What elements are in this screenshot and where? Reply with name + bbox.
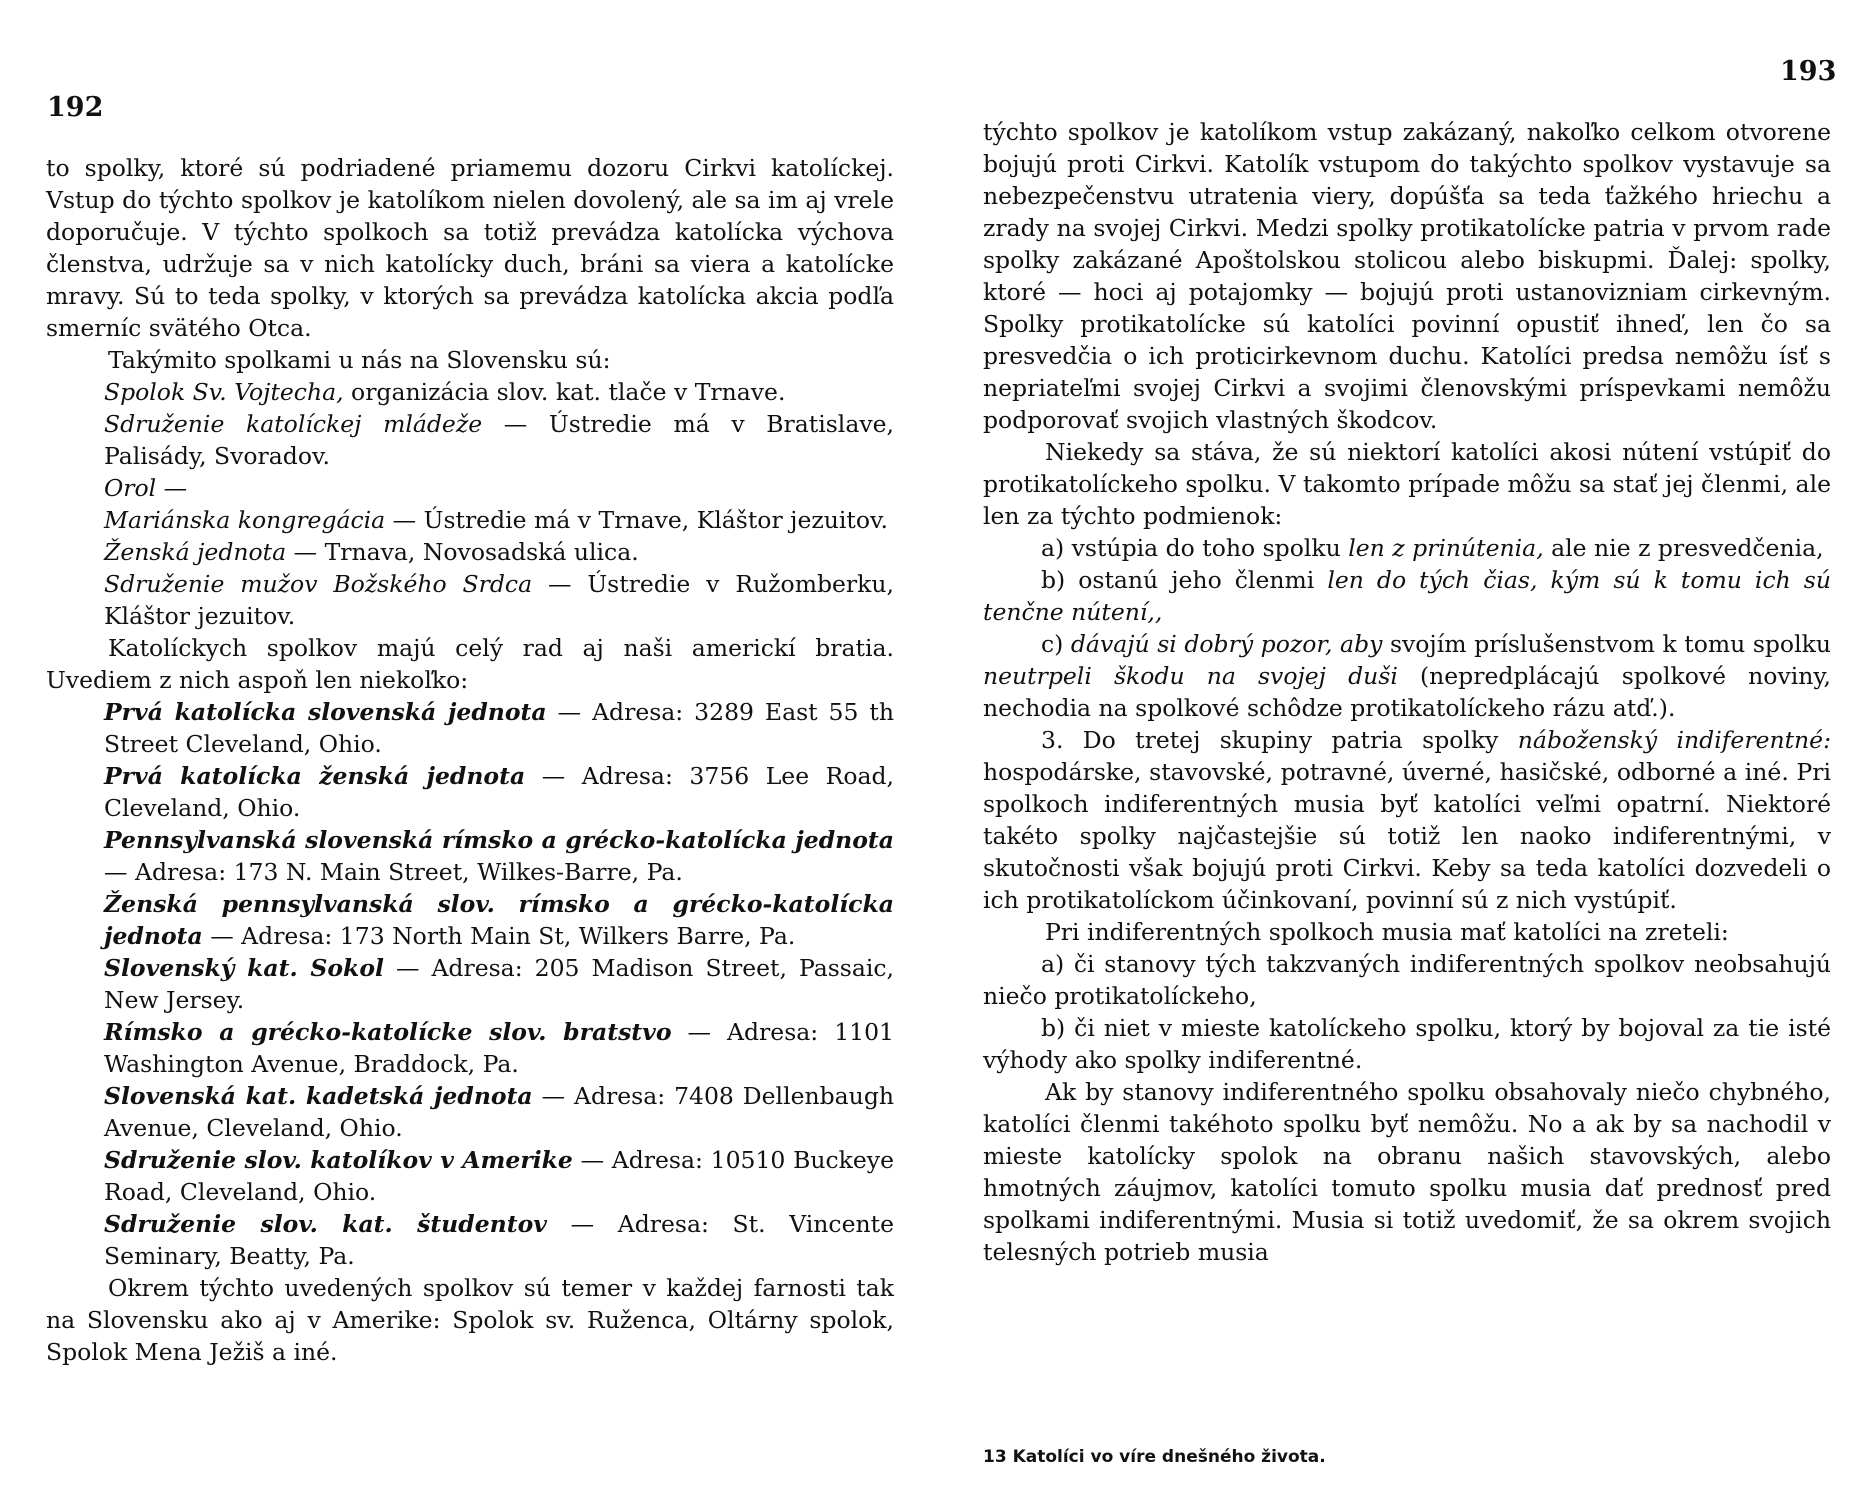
condition-b: b) ostanú jeho členmi len do tých čias, kým sú k tomu ich sú tenčne nútení,, (983, 566, 1831, 626)
org-entry: Slovenský kat. Sokol — Adresa: 205 Madison Street, Passaic, New Jersey. (104, 954, 895, 1014)
right-paragraph-3: 3. Do tretej skupiny patria spolky náboženský indiferentné: hospodárske, stavovské, potravné, úverné, hasičské, odborné a iné. Pri spolkoch indiferentných musia byť katolíci veľmi opatrní. Niektoré takéto spolky najčastejšie sú totiž len naoko indiferentnými, v skutočnosti však bojujú proti Cirkvi. Keby sa teda katolíci dozvedeli o ich protikatolíckom účinkovaní, povinní sú z nich vystúpiť. (983, 726, 1831, 914)
left-paragraph-1: to spolky, ktoré sú podriadené priamemu dozoru Cirkvi katolíckej. Vstup do týchto spolkov je katolíkom nielen dovolený, ale sa im aj vrele doporučuje. V týchto spolkoch sa totiž prevádza katolícka výchova členstva, udržuje sa v nich katolícky duch, bráni sa viera a katolícke mravy. Sú to teda spolky, v ktorých sa prevádza katolícka akcia podľa smerníc svätého Otca. (46, 154, 894, 342)
org-entry: Ženská pennsylvanská slov. rímsko a grécko-katolícka jednota — Adresa: 173 North Main St, Wilkers Barre, Pa. (104, 890, 894, 950)
org-entry: Slovenská kat. kadetská jednota — Adresa: 7408 Dellenbaugh Avenue, Cleveland, Ohio. (104, 1082, 894, 1142)
org-entry: Sdruženie slov. katolíkov v Amerike — Adresa: 10510 Buckeye Road, Cleveland, Ohio. (104, 1146, 894, 1206)
org-entry: Prvá katolícka slovenská jednota — Adresa: 3289 East 55 th Street Cleveland, Ohio. (104, 698, 895, 758)
right-column (983, 116, 1831, 1268)
indifferent-point-b: b) či niet v mieste katolíckeho spolku, ktorý by bojoval za tie isté výhody ako spolky indiferentné. (983, 1014, 1831, 1074)
page-number-left: 192 (47, 92, 104, 123)
org-entry: Mariánska kongregácia — Ústredie má v Trnave, Kláštor jezuitov. (104, 506, 888, 534)
org-entry: Orol — (104, 474, 188, 502)
right-page (931, 0, 1862, 1500)
org-entry: Sdruženie slov. kat. študentov — Adresa: St. Vincente Seminary, Beatty, Pa. (104, 1210, 894, 1270)
page-number-right: 193 (1780, 56, 1837, 87)
right-paragraph-5: Ak by stanovy indiferentného spolku obsahovaly niečo chybného, katolíci členmi takéhoto spolku byť nemôžu. No a ak by sa nachodil v mieste katolícky spolok na obranu našich stavovských, alebo hmotných záujmov, katolíci tomuto spolku musia dať prednosť pred spolkami indiferentnými. Musia si totiž uvedomiť, že sa okrem svojich telesných potrieb musia (983, 1078, 1831, 1266)
org-entry: Sdruženie katolíckej mládeže — Ústredie má v Bratislave, Palisády, Svoradov. (104, 410, 894, 470)
org-entry: Spolok Sv. Vojtecha, organizácia slov. kat. tlače v Trnave. (104, 378, 786, 406)
indifferent-point-a: a) či stanovy tých takzvaných indiferentných spolkov neobsahujú niečo protikatolíckeho, (983, 950, 1831, 1010)
org-entry: Sdruženie mužov Božského Srdca — Ústredie v Ružomberku, Kláštor jezuitov. (104, 570, 895, 630)
condition-c: c) dávajú si dobrý pozor, aby svojím príslušenstvom k tomu spolku neutrpeli škodu na svojej duši (nepredplácajú spolkové noviny, nechodia na spolkové schôdze protikatolíckeho rázu atď.). (983, 630, 1831, 722)
right-paragraph-1: týchto spolkov je katolíkom vstup zakázaný, nakoľko celkom otvorene bojujú proti Cirkvi. Katolík vstupom do takýchto spolkov vystavuje sa nebezpečenstvu utratenia viery, dopúšťa sa teda ťažkého hriechu a zrady na svojej Cirkvi. Medzi spolky protikatolícke patria v prvom rade spolky zakázané Apoštolskou stolicou alebo biskupmi. Ďalej: spolky, ktoré — hoci aj potajomky — bojujú proti ustanovizniam cirkevným. Spolky protikatolícke sú katolíci povinní opustiť ihneď, len čo sa presvedčia o ich proticirkevnom duchu. Katolíci predsa nemôžu ísť s nepriateľmi svojej Cirkvi a svojimi členovskými príspevkami nemôžu podporovať svojich vlastných škodcov. (983, 118, 1831, 434)
left-paragraph-2: Takýmito spolkami u nás na Slovensku sú: (108, 346, 611, 374)
right-paragraph-2: Niekedy sa stáva, že sú niektorí katolíci akosi nútení vstúpiť do protikatolíckeho spolku. V takomto prípade môžu sa stať jej členmi, ale len za týchto podmienok: (983, 438, 1831, 530)
signature-footer: 13 Katolíci vo víre dnešného života. (983, 1447, 1326, 1467)
org-entry: Prvá katolícka ženská jednota — Adresa: 3756 Lee Road, Cleveland, Ohio. (104, 762, 894, 822)
right-paragraph-4: Pri indiferentných spolkoch musia mať katolíci na zreteli: (1045, 918, 1729, 946)
condition-a: a) vstúpia do toho spolku len z prinútenia, ale nie z presvedčenia, (1041, 534, 1824, 562)
left-paragraph-4: Okrem týchto uvedených spolkov sú temer v každej farnosti tak na Slovensku ako aj v Amerike: Spolok sv. Ruženca, Oltárny spolok, Spolok Mena Ježiš a iné. (46, 1274, 894, 1366)
left-paragraph-3: Katolíckych spolkov majú celý rad aj naši americkí bratia. Uvediem z nich aspoň len niekoľko: (46, 634, 894, 694)
org-entry: Ženská jednota — Trnava, Novosadská ulica. (104, 538, 639, 566)
org-entry: Rímsko a grécko-katolícke slov. bratstvo — Adresa: 1101 Washington Avenue, Braddock, Pa. (104, 1018, 895, 1078)
left-column (46, 152, 894, 1368)
org-entry: Pennsylvanská slovenská rímsko a grécko-katolícka jednota — Adresa: 173 N. Main Street, Wilkes-Barre, Pa. (104, 826, 894, 886)
